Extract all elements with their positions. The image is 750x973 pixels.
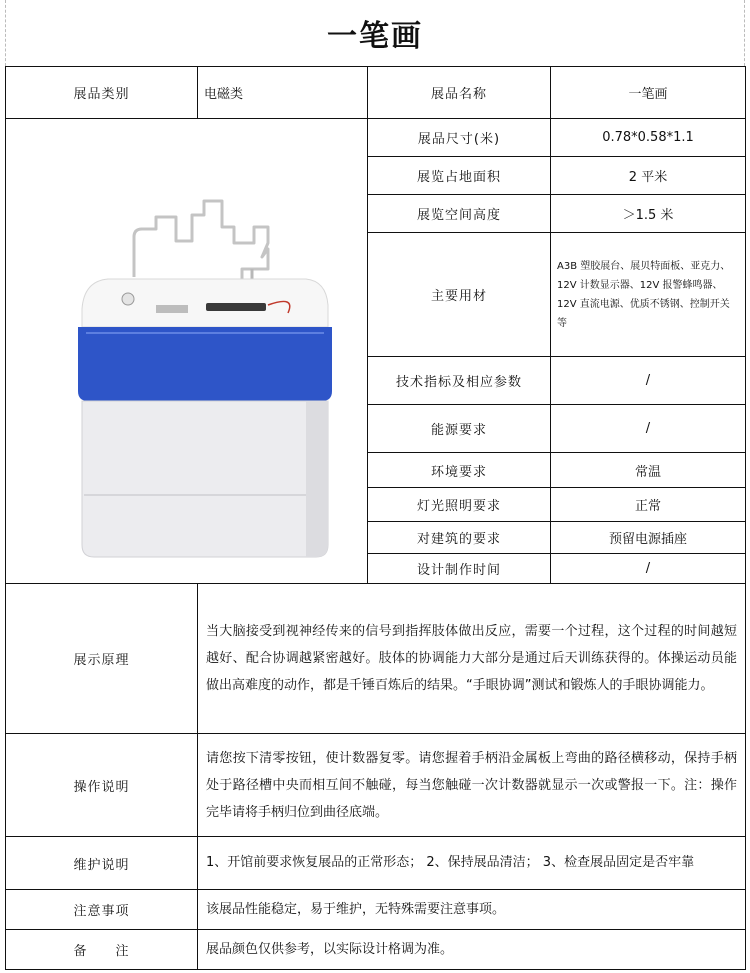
section-text: 请您按下清零按钮，使计数器复零。请您握着手柄沿金属板上弯曲的路径横移动，保持手柄处于路径槽中央而相互间不触碰，每当您触碰一次计数器就显示一次或警报一下。注：操作完毕请将手柄归位到曲径底端。 [198,734,746,837]
maze-wire [134,201,268,281]
exhibit-photo [6,119,368,579]
spec-label: 灯光照明要求 [368,488,551,522]
section-row [6,734,746,837]
lower-body [82,401,328,557]
name-value: 一笔画 [551,67,746,119]
handle-rest [206,303,266,311]
spec-value: 正常 [551,488,746,522]
section-label: 维护说明 [6,837,198,890]
section-label: 注意事项 [6,890,198,930]
start-button [122,293,134,305]
section-text: 该展品性能稳定，易于维护，无特殊需要注意事项。 [198,890,746,930]
spec-label: 展览占地面积 [368,157,551,195]
page-title: 一笔画 [327,19,423,54]
spec-value: 0.78*0.58*1.1 [551,119,746,157]
section-label: 备 注 [6,930,198,970]
spec-value: 常温 [551,453,746,488]
category-label: 展品类别 [6,67,198,119]
spec-label: 技术指标及相应参数 [368,357,551,405]
spec-label: 主要用材 [368,233,551,357]
exhibit-photo-cell [6,119,368,584]
section-row [6,890,746,930]
spec-value: 预留电源插座 [551,522,746,554]
body-shadow [306,401,328,557]
spec-value: / [551,405,746,453]
spec-value: A3B 塑胶展台、展贝特面板、亚克力、12V 计数显示器、12V 报警蜂鸣器、12V 直流电源、优质不锈钢、控制开关等 [551,233,746,357]
spec-value: 2 平米 [551,157,746,195]
counter-display [156,305,188,313]
spec-label: 能源要求 [368,405,551,453]
spec-label: 设计制作时间 [368,554,551,584]
section-text: 当大脑接受到视神经传来的信号到指挥肢体做出反应，需要一个过程，这个过程的时间越短越好、配合协调越紧密越好。肢体的协调能力大部分是通过后天训练获得的。体操运动员能做出高难度的动作，都是千锤百炼后的结果。“手眼协调”测试和锻炼人的手眼协调能力。 [198,584,746,734]
section-row [6,930,746,970]
section-label: 展示原理 [6,584,198,734]
spec-row [6,119,746,157]
header-row [6,67,746,119]
name-label: 展品名称 [368,67,551,119]
spec-label: 对建筑的要求 [368,522,551,554]
category-value: 电磁类 [198,67,368,119]
exhibit-spec-table [5,66,746,970]
section-row [6,584,746,734]
spec-value: ＞1.5 米 [551,195,746,233]
section-text: 展品颜色仅供参考，以实际设计格调为准。 [198,930,746,970]
spec-value: / [551,357,746,405]
spec-label: 展品尺寸(米) [368,119,551,157]
section-row [6,837,746,890]
section-text: 1、开馆前要求恢复展品的正常形态； 2、保持展品清洁； 3、检查展品固定是否牢靠 [198,837,746,890]
top-panel [82,279,328,327]
section-label: 操作说明 [6,734,198,837]
spec-value: / [551,554,746,584]
blue-band [78,327,332,401]
spec-label: 环境要求 [368,453,551,488]
spec-label: 展览空间高度 [368,195,551,233]
